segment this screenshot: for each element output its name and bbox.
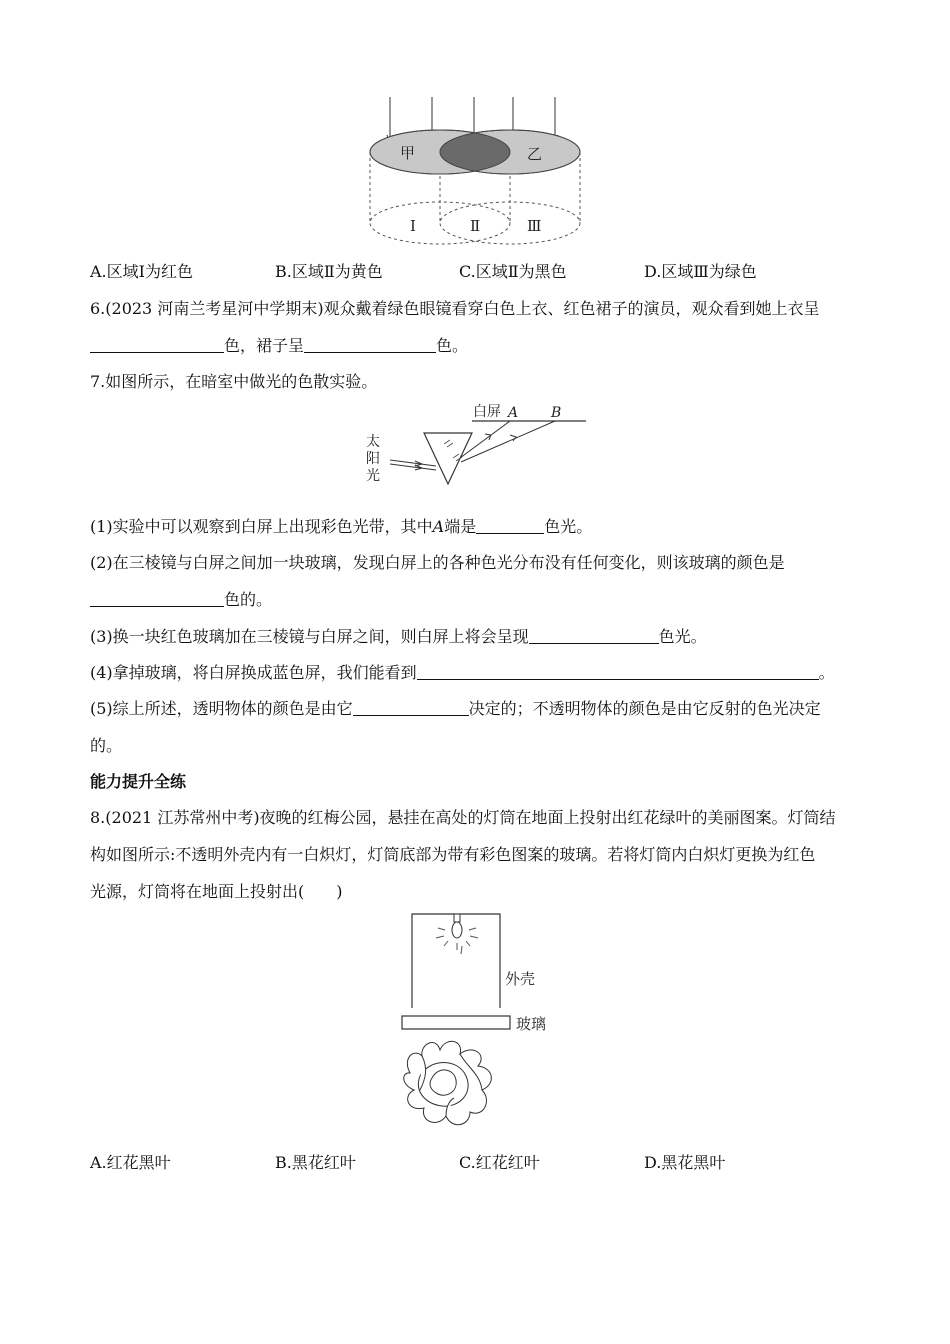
q7-part-2-cont xyxy=(90,590,272,610)
q7-part-4 xyxy=(90,663,835,683)
color-mixing-figure xyxy=(360,95,590,255)
q7-text: 端是 xyxy=(444,517,477,536)
q7-text: 。 xyxy=(818,663,835,682)
q6-answer-line xyxy=(90,336,468,356)
label-region-2: Ⅱ xyxy=(470,217,481,235)
q5-option-a: A.区域Ⅰ为红色 xyxy=(90,262,193,281)
q5-option-c: C.区域Ⅱ为黑色 xyxy=(459,262,567,281)
answer-blank[interactable] xyxy=(90,336,224,353)
q8-stem-2: 构如图所示:不透明外壳内有一白炽灯，灯筒底部为带有彩色图案的玻璃。若将灯筒内白炽灯更换为红色 xyxy=(90,845,816,864)
q7-text: 色光。 xyxy=(658,627,707,646)
q7-part-3 xyxy=(90,627,707,647)
answer-blank[interactable] xyxy=(529,627,659,644)
q8-option-a: A.红花黑叶 xyxy=(90,1153,171,1172)
q6-stem: 6.(2023 河南兰考星河中学期末)观众戴着绿色眼镜看穿白色上衣、红色裙子的演员，观众看到她上衣呈 xyxy=(90,299,820,318)
q7-intro: 7.如图所示，在暗室中做光的色散实验。 xyxy=(90,372,378,391)
label-glass: 玻璃 xyxy=(516,1015,547,1033)
q8-option-b: B.黑花红叶 xyxy=(275,1153,356,1172)
label-b: B xyxy=(551,405,562,421)
label-sun-1: 太 xyxy=(366,434,380,450)
bulb-icon xyxy=(452,922,462,938)
flower-pattern-icon xyxy=(404,1041,492,1124)
lamp-figure xyxy=(398,908,558,1148)
q7-text: (5)综上所述，透明物体的颜色是由它 xyxy=(90,699,353,718)
q7-text: (4)拿掉玻璃，将白屏换成蓝色屏，我们能看到 xyxy=(90,663,417,682)
q7-text: 色光。 xyxy=(544,517,593,536)
label-jia: 甲 xyxy=(400,144,416,162)
label-region-1: Ⅰ xyxy=(410,217,416,235)
ray-b xyxy=(461,421,555,462)
q7-part-2: (2)在三棱镜与白屏之间加一块玻璃，发现白屏上的各种色光分布没有任何变化，则该玻璃的颜色是 xyxy=(90,553,785,572)
q8-stem-3: 光源，灯筒将在地面上投射出( ) xyxy=(90,882,343,901)
q7-part-5-cont: 的。 xyxy=(90,736,123,755)
answer-blank[interactable] xyxy=(476,517,544,534)
prism-dispersion-figure xyxy=(360,400,590,495)
label-screen: 白屏 xyxy=(473,404,501,420)
label-shell: 外壳 xyxy=(505,970,536,988)
label-region-3: Ⅲ xyxy=(527,217,542,235)
q7-part-5 xyxy=(90,699,821,719)
q8-option-d: D.黑花黑叶 xyxy=(644,1153,726,1172)
label-a: A xyxy=(508,405,519,421)
q7-text: (1)实验中可以观察到白屏上出现彩色光带，其中 xyxy=(90,517,433,536)
q5-option-d: D.区域Ⅲ为绿色 xyxy=(644,262,757,281)
prism xyxy=(424,433,472,484)
q7-text: 决定的；不透明物体的颜色是由它反射的色光决定 xyxy=(468,699,821,718)
label-sun-3: 光 xyxy=(366,468,380,484)
q7-part-1 xyxy=(90,517,592,537)
q7-var-a: A xyxy=(432,517,445,536)
label-yi: 乙 xyxy=(527,145,543,163)
q6-text: 色，裙子呈 xyxy=(224,336,305,355)
q7-text: 色的。 xyxy=(224,590,273,609)
answer-blank[interactable] xyxy=(353,699,469,716)
bulb-socket xyxy=(454,914,460,922)
q7-text: (3)换一块红色玻璃加在三棱镜与白屏之间，则白屏上将会呈现 xyxy=(90,627,529,646)
answer-blank[interactable] xyxy=(304,336,436,353)
section-heading: 能力提升全练 xyxy=(90,772,187,791)
q5-option-b: B.区域Ⅱ为黄色 xyxy=(275,262,383,281)
q8-stem-1: 8.(2021 江苏常州中考)夜晚的红梅公园，悬挂在高处的灯筒在地面上投射出红花绿叶的美丽图案。灯筒结 xyxy=(90,808,836,827)
label-sun-2: 阳 xyxy=(366,451,380,467)
answer-blank[interactable] xyxy=(90,590,224,607)
q6-text: 色。 xyxy=(436,336,469,355)
answer-blank[interactable] xyxy=(417,663,819,680)
q8-option-c: C.红花红叶 xyxy=(459,1153,540,1172)
glass-plate xyxy=(402,1016,510,1029)
